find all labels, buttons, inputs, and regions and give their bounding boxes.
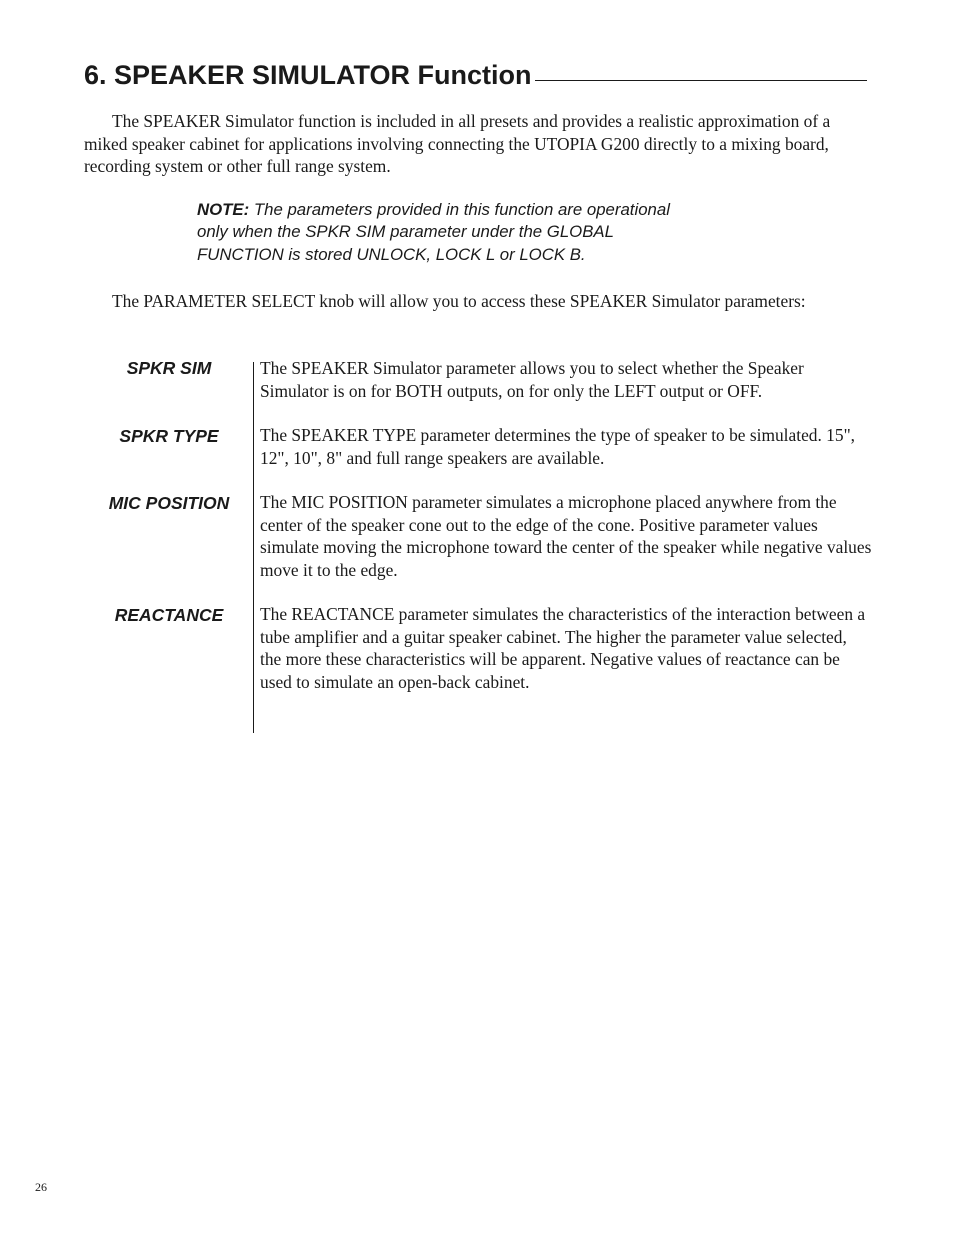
param-desc-mic-position: The MIC POSITION parameter simulates a microphone placed anywhere from the center of the speaker cone out to the edge of the cone. Positive parameter values simulate moving the microphone toward the center of the speaker while negative values move it to the edge. [260, 492, 872, 580]
param-label-spkr-type: SPKR TYPE [119, 426, 219, 446]
param-label-spkr-sim: SPKR SIM [126, 358, 212, 378]
param-desc-reactance: The REACTANCE parameter simulates the characteristics of the interaction between a tube amplifier and a guitar speaker cabinet. The higher the parameter value selected, the more these characteristics will be apparent. Negative values of reactance can be used to simulate an open-back cabinet. [260, 604, 866, 692]
section-title: 6. SPEAKER SIMULATOR Function [84, 60, 532, 90]
intro-paragraph: The SPEAKER Simulator function is included in all presets and provides a realistic approximation of a miked speaker cabinet for applications involving connecting the UTOPIA G200 directly to a mixing board, recording system or other full range system. [84, 111, 831, 177]
param-desc-spkr-sim: The SPEAKER Simulator parameter allows you to select whether the Speaker Simulator is on for BOTH outputs, on for only the LEFT output or OFF. [260, 358, 804, 401]
parameter-divider [253, 362, 254, 733]
param-label-reactance: REACTANCE [114, 605, 224, 625]
note-text-1: The parameters provided in this function are operational [249, 200, 670, 219]
note-line-3: FUNCTION is stored UNLOCK, LOCK L or LOCK B. [197, 244, 586, 264]
note-block [197, 199, 737, 266]
parameter-select-paragraph: The PARAMETER SELECT knob will allow you to access these SPEAKER Simulator parameters: [112, 291, 806, 311]
note-line-1 [197, 199, 737, 221]
section-heading [84, 56, 867, 90]
page-number: 26 [35, 1180, 47, 1194]
heading-rule [535, 80, 867, 81]
note-line-2: only when the SPKR SIM parameter under the GLOBAL [197, 222, 614, 242]
param-label-mic-position: MIC POSITION [108, 493, 230, 513]
note-label: NOTE: [197, 200, 250, 219]
param-desc-spkr-type: The SPEAKER TYPE parameter determines the type of speaker to be simulated. 15", 12", 10", 8" and full range speakers are available. [260, 425, 856, 468]
